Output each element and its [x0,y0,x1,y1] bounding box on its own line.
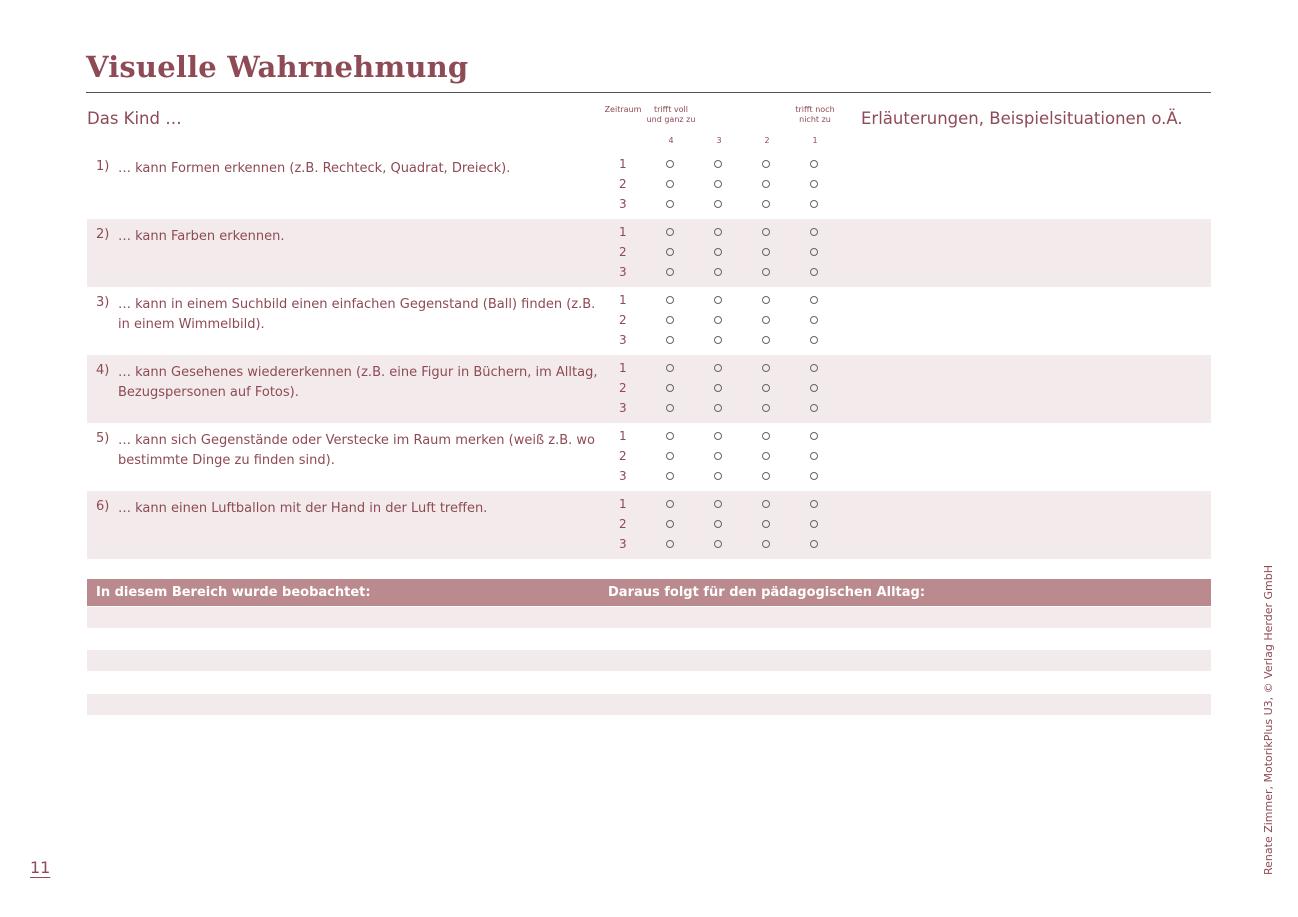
item-number: 4) [96,363,110,378]
rating-radio-4[interactable] [666,296,674,304]
rating-radio-2[interactable] [762,180,770,188]
rating-radio-1[interactable] [810,336,818,344]
rating-radio-2[interactable] [762,540,770,548]
item-number: 3) [96,295,110,310]
rating-radio-4[interactable] [666,200,674,208]
rating-radio-3[interactable] [714,228,722,236]
rating-radio-1[interactable] [810,540,818,548]
rating-radio-3[interactable] [714,268,722,276]
rating-radio-2[interactable] [762,452,770,460]
trifft-noch-line1: trifft noch [795,105,835,114]
rating-radio-1[interactable] [810,268,818,276]
rating-radio-2[interactable] [762,364,770,372]
copyright-notice: Renate Zimmer, MotorikPlus U3, © Verlag Herder GmbH [1262,564,1275,875]
rating-radio-3[interactable] [714,384,722,392]
rating-radio-2[interactable] [762,472,770,480]
item-text: … kann Gesehenes wiedererkennen (z.B. eine Figur in Büchern, im Alltag, Bezugspersonen auf Fotos). [118,365,598,400]
rating-radio-1[interactable] [810,364,818,372]
rating-radio-3[interactable] [714,432,722,440]
rating-radio-2[interactable] [762,500,770,508]
period-label: 1 [619,293,627,307]
rating-radio-3[interactable] [714,452,722,460]
summary-line[interactable] [87,650,1211,671]
page-title: Visuelle Wahrnehmung [86,50,469,84]
trifft-voll-line2: und ganz zu [646,115,696,124]
rating-radio-3[interactable] [714,336,722,344]
rating-radio-4[interactable] [666,520,674,528]
scale-label-4: 4 [668,136,674,145]
subject-label: Das Kind … [87,109,182,128]
period-label: 3 [619,469,627,483]
item-number: 6) [96,499,110,514]
rating-radio-1[interactable] [810,228,818,236]
period-label: 3 [619,333,627,347]
consequence-label: Daraus folgt für den pädagogischen Alltag: [608,585,926,600]
period-label: 1 [619,429,627,443]
rating-radio-4[interactable] [666,336,674,344]
rating-radio-1[interactable] [810,180,818,188]
table-row [87,355,1211,423]
period-label: 3 [619,265,627,279]
rating-radio-4[interactable] [666,268,674,276]
item-text: … kann einen Luftballon mit der Hand in der Luft treffen. [118,501,488,516]
trifft-noch-header [785,105,845,125]
notes-column-label: Erläuterungen, Beispielsituationen o.Ä. [861,109,1183,128]
rating-radio-1[interactable] [810,472,818,480]
item-text: … kann Farben erkennen. [118,229,285,244]
rating-radio-1[interactable] [810,248,818,256]
table-row [87,423,1211,491]
item-number: 1) [96,159,110,174]
period-label: 3 [619,401,627,415]
rating-radio-1[interactable] [810,500,818,508]
rating-radio-3[interactable] [714,180,722,188]
rating-radio-4[interactable] [666,432,674,440]
period-label: 2 [619,381,627,395]
rating-radio-3[interactable] [714,364,722,372]
rating-radio-4[interactable] [666,452,674,460]
rating-radio-2[interactable] [762,160,770,168]
title-divider [86,92,1211,93]
summary-header [87,579,1211,606]
rating-radio-2[interactable] [762,248,770,256]
rating-radio-3[interactable] [714,520,722,528]
trifft-voll-line1: trifft voll [654,105,688,114]
rating-radio-1[interactable] [810,316,818,324]
trifft-noch-line2: nicht zu [799,115,831,124]
period-label: 1 [619,497,627,511]
item-text: … kann Formen erkennen (z.B. Rechteck, Quadrat, Dreieck). [118,161,511,176]
item-number: 2) [96,227,110,242]
rating-radio-2[interactable] [762,384,770,392]
rating-radio-2[interactable] [762,228,770,236]
item-text: … kann in einem Suchbild einen einfachen Gegenstand (Ball) finden (z.B. in einem Wimmelbild). [118,297,596,332]
page-number: 11 [30,858,51,877]
rating-radio-1[interactable] [810,432,818,440]
rating-radio-3[interactable] [714,248,722,256]
rating-radio-1[interactable] [810,296,818,304]
item-number: 5) [96,431,110,446]
rating-radio-2[interactable] [762,200,770,208]
zeitraum-header: Zeitraum [604,105,642,114]
rating-radio-1[interactable] [810,452,818,460]
table-row [87,219,1211,287]
rating-radio-2[interactable] [762,520,770,528]
rating-radio-3[interactable] [714,200,722,208]
trifft-voll-header [640,105,702,125]
rating-radio-3[interactable] [714,316,722,324]
rating-radio-4[interactable] [666,160,674,168]
observed-label: In diesem Bereich wurde beobachtet: [96,585,371,600]
rating-radio-1[interactable] [810,520,818,528]
period-label: 1 [619,157,627,171]
rating-radio-4[interactable] [666,472,674,480]
summary-line[interactable] [87,694,1211,715]
rating-radio-3[interactable] [714,296,722,304]
period-label: 2 [619,313,627,327]
period-label: 3 [619,197,627,211]
period-label: 1 [619,225,627,239]
period-label: 2 [619,517,627,531]
rating-radio-4[interactable] [666,500,674,508]
rating-radio-1[interactable] [810,160,818,168]
rating-radio-4[interactable] [666,180,674,188]
rating-radio-4[interactable] [666,364,674,372]
rating-radio-3[interactable] [714,160,722,168]
rating-radio-3[interactable] [714,404,722,412]
table-row [87,151,1211,219]
scale-label-1: 1 [812,136,818,145]
scale-label-3: 3 [716,136,722,145]
item-text: … kann sich Gegenstände oder Verstecke im Raum merken (weiß z.B. wo bestimmte Dinge zu finden sind). [118,433,596,468]
rating-radio-1[interactable] [810,200,818,208]
period-label: 2 [619,177,627,191]
scale-label-2: 2 [764,136,770,145]
period-label: 2 [619,449,627,463]
rating-radio-4[interactable] [666,228,674,236]
rating-radio-2[interactable] [762,432,770,440]
rating-radio-3[interactable] [714,500,722,508]
rating-radio-3[interactable] [714,540,722,548]
rating-radio-2[interactable] [762,316,770,324]
rating-radio-2[interactable] [762,296,770,304]
rating-radio-4[interactable] [666,316,674,324]
rating-radio-2[interactable] [762,268,770,276]
rating-radio-4[interactable] [666,404,674,412]
rating-radio-2[interactable] [762,404,770,412]
period-label: 1 [619,361,627,375]
rating-radio-1[interactable] [810,404,818,412]
rating-radio-4[interactable] [666,248,674,256]
rating-radio-4[interactable] [666,384,674,392]
period-label: 2 [619,245,627,259]
summary-line[interactable] [87,607,1211,628]
period-label: 3 [619,537,627,551]
rating-radio-4[interactable] [666,540,674,548]
rating-radio-3[interactable] [714,472,722,480]
rating-radio-2[interactable] [762,336,770,344]
table-row [87,491,1211,559]
rating-radio-1[interactable] [810,384,818,392]
table-row [87,287,1211,355]
